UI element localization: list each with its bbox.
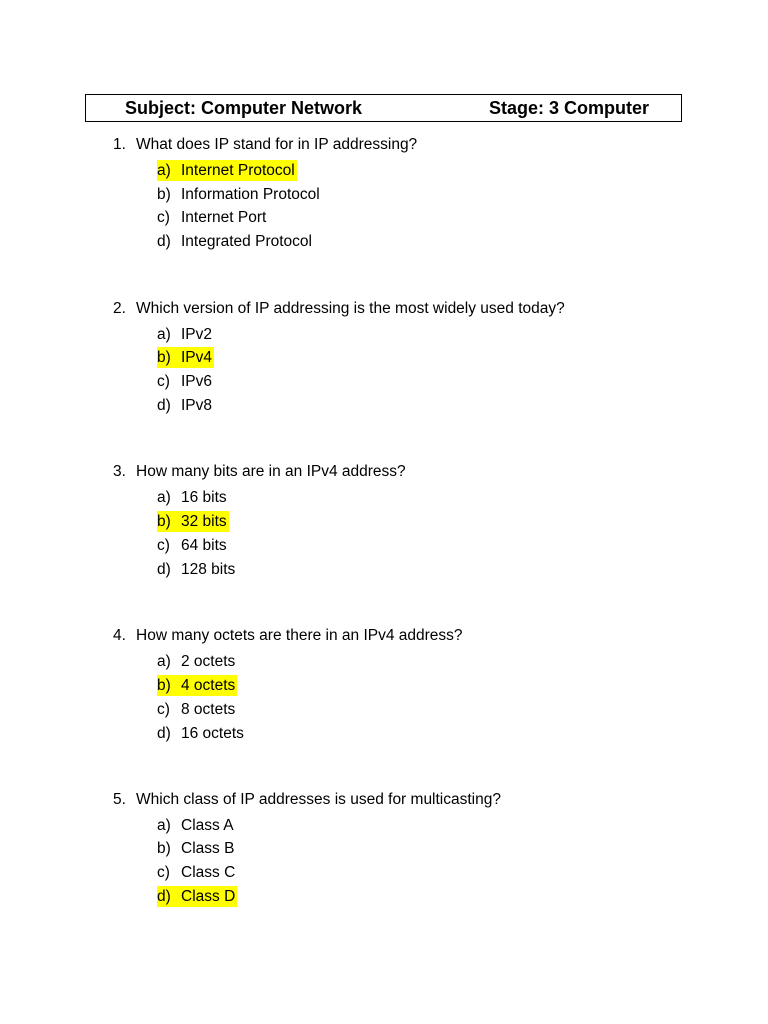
option-c [157,699,237,720]
option-box [157,651,237,672]
option-box [157,699,237,720]
option-letter: c) [157,864,170,881]
option-b [157,184,322,205]
option-text: 64 bits [181,537,227,554]
subject-label: Subject: Computer Network [125,98,363,118]
option-letter: b) [157,513,171,530]
option-c [157,535,229,556]
option-text: IPv8 [181,397,213,414]
option-box [157,723,246,744]
option-box [157,207,268,228]
option-box [157,862,237,883]
question-text: How many octets are there in an IPv4 address? [136,627,463,644]
option-box [157,535,229,556]
question-number: 3. [113,463,126,480]
option-box [157,231,314,252]
option-text: 16 octets [181,725,244,742]
option-text: Internet Protocol [181,162,295,179]
option-box [157,559,237,580]
option-d [157,559,237,580]
option-a [157,651,237,672]
question-3 [0,463,768,583]
option-box [157,324,214,345]
option-c [157,207,268,228]
question-number: 2. [113,300,126,317]
option-letter: c) [157,701,170,718]
question-text: How many bits are in an IPv4 address? [136,463,406,480]
option-box [157,838,236,859]
option-c [157,862,237,883]
option-letter: a) [157,489,171,506]
option-c [157,371,214,392]
option-text: Information Protocol [181,186,320,203]
option-b [157,675,237,696]
question-text: Which version of IP addressing is the most widely used today? [136,300,565,317]
option-text: 16 bits [181,489,227,506]
option-b [157,347,214,368]
option-d [157,395,214,416]
option-letter: d) [157,397,171,414]
option-letter: d) [157,888,171,905]
option-text: Class C [181,864,236,881]
option-text: Internet Port [181,209,267,226]
question-5 [0,791,768,911]
option-text: IPv2 [181,326,213,343]
option-box [157,371,214,392]
option-box [157,395,214,416]
option-text: Class B [181,840,235,857]
option-b [157,511,229,532]
question-text: Which class of IP addresses is used for multicasting? [136,791,501,808]
option-text: Class A [181,817,234,834]
option-letter: b) [157,186,171,203]
option-a [157,487,229,508]
option-box [157,487,229,508]
option-d [157,886,237,907]
option-d [157,231,314,252]
option-letter: a) [157,326,171,343]
option-letter: c) [157,537,170,554]
option-box [157,815,236,836]
option-text: Class D [181,888,236,905]
option-a [157,160,297,181]
question-2 [0,300,768,420]
question-number: 4. [113,627,126,644]
option-letter: b) [157,349,171,366]
question-text: What does IP stand for in IP addressing? [136,136,418,153]
question-4 [0,627,768,747]
option-box [157,675,237,696]
option-a [157,324,214,345]
option-letter: c) [157,373,170,390]
stage-label: Stage: 3 Computer [489,98,650,118]
question-number: 1. [113,136,126,153]
option-text: IPv6 [181,373,213,390]
option-text: Integrated Protocol [181,233,312,250]
option-text: 32 bits [181,513,227,530]
header-box [85,94,682,122]
option-box [157,511,229,532]
option-letter: a) [157,817,171,834]
option-letter: d) [157,233,171,250]
option-letter: d) [157,725,171,742]
option-text: 4 octets [181,677,236,694]
option-text: 128 bits [181,561,236,578]
option-letter: b) [157,677,171,694]
option-box [157,347,214,368]
option-a [157,815,236,836]
option-d [157,723,246,744]
option-letter: c) [157,209,170,226]
option-letter: a) [157,653,171,670]
option-text: IPv4 [181,349,213,366]
option-box [157,886,237,907]
question-number: 5. [113,791,126,808]
option-box [157,160,297,181]
option-letter: d) [157,561,171,578]
option-box [157,184,322,205]
option-b [157,838,236,859]
option-letter: a) [157,162,171,179]
option-letter: b) [157,840,171,857]
question-1 [0,136,768,256]
option-text: 8 octets [181,701,236,718]
option-text: 2 octets [181,653,236,670]
